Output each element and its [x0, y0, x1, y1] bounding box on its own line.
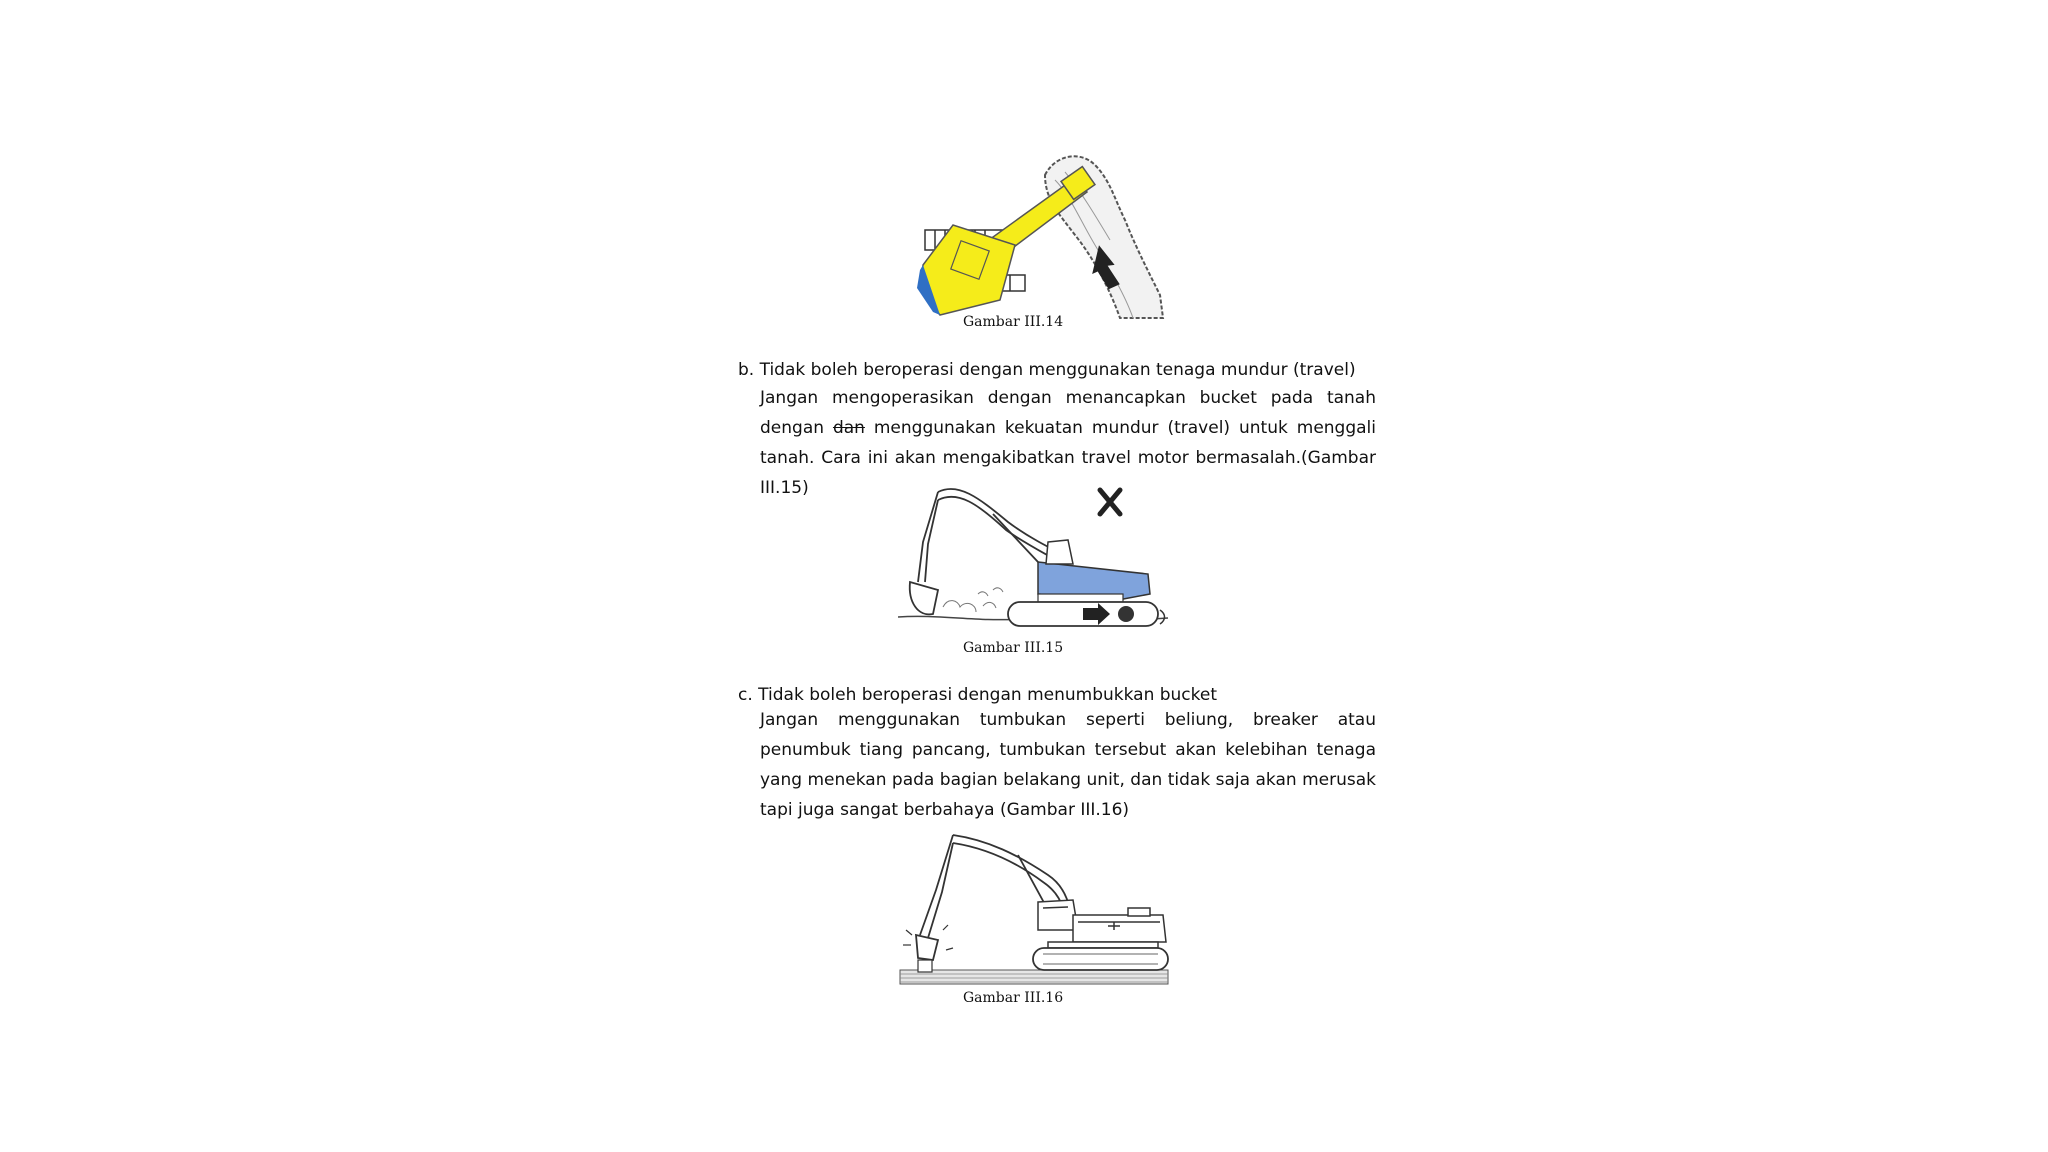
excavator-bucket	[916, 935, 938, 960]
prohibited-x-icon	[1100, 490, 1120, 514]
body-text: Jangan mengoperasikan dengan menancapkan bucket pada tanah dengan	[760, 388, 1376, 438]
excavator-body	[1038, 900, 1166, 948]
excavator-bucket	[910, 582, 938, 614]
struck-word: dan	[832, 418, 865, 438]
ground-hatching	[900, 970, 1168, 984]
excavator-tracks	[1033, 948, 1168, 970]
figure-excavator-pounding	[898, 830, 1173, 988]
dust-cloud	[943, 588, 1003, 612]
figure-caption: Gambar III.14	[963, 314, 1064, 330]
figure-excavator-travel	[898, 482, 1173, 640]
figure-caption: Gambar III.16	[963, 990, 1064, 1006]
section-body-c: Jangan menggunakan tumbukan seperti beliung, breaker atau penumbuk tiang pancang, tumbukan tersebut akan kelebihan tenaga yang menekan pada bagian belakang unit, dan tidak saja akan merusak tapi juga sangat berbahaya (Gambar III.16)	[760, 710, 1376, 820]
figure-excavator-top-view	[905, 150, 1170, 320]
excavator-body	[1038, 540, 1150, 602]
section-heading-c: c. Tidak boleh beroperasi dengan menumbukkan bucket	[738, 685, 1218, 705]
section-heading-b: b. Tidak boleh beroperasi dengan menggunakan tenaga mundur (travel)	[738, 360, 1356, 380]
figure-caption: Gambar III.15	[963, 640, 1064, 656]
excavator-tracks	[1008, 602, 1165, 626]
body-text: menggunakan kekuatan mundur (travel) untuk menggali tanah. Cara ini akan mengakibatkan travel motor bermasalah.(Gambar III.15)	[760, 418, 1376, 498]
